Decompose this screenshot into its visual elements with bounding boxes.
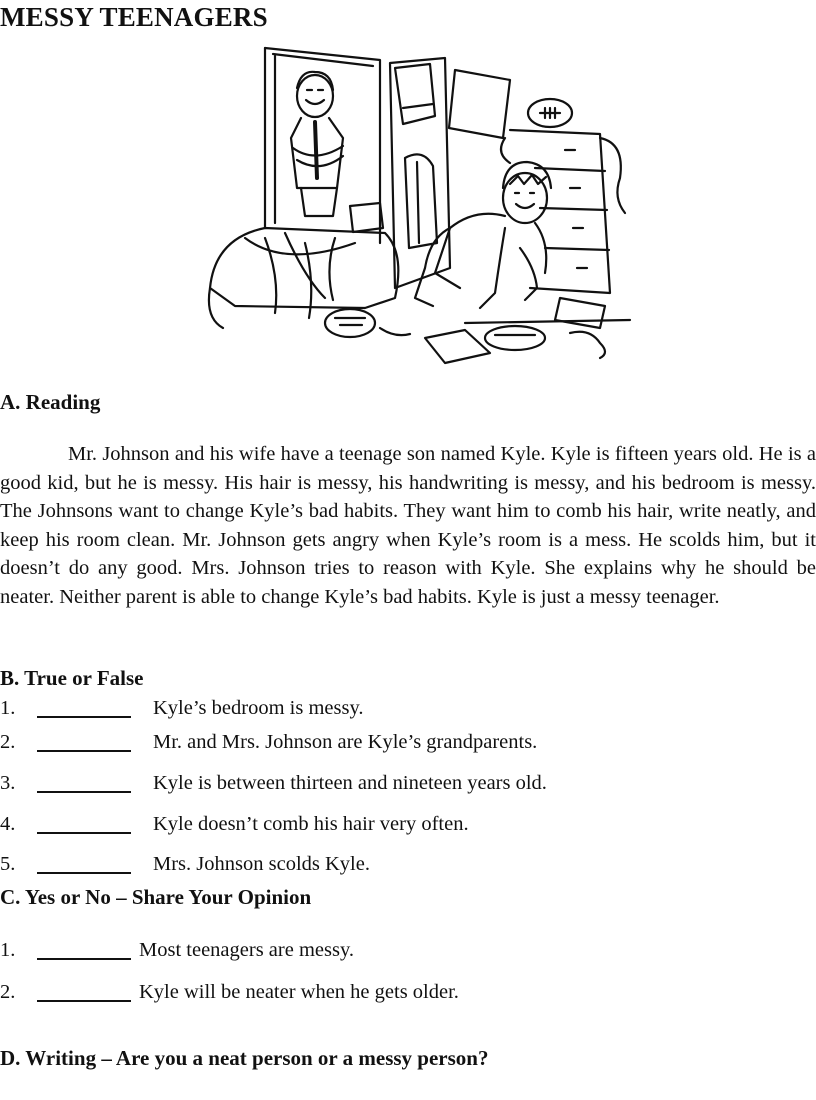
answer-blank[interactable]: [37, 832, 131, 834]
item-statement: Kyle is between thirteen and nineteen years old.: [153, 772, 547, 794]
section-a-heading: A. Reading: [0, 390, 101, 414]
item-statement: Mr. and Mrs. Johnson are Kyle’s grandparents.: [153, 731, 538, 753]
true-false-item: [0, 731, 816, 759]
section-b-heading: B. True or False: [0, 666, 144, 690]
item-number: 2.: [0, 731, 16, 753]
answer-blank[interactable]: [37, 958, 131, 960]
worksheet-title: MESSY TEENAGERS: [0, 2, 268, 32]
messy-bedroom-illustration: [205, 38, 635, 368]
true-false-item: [0, 853, 816, 881]
true-false-item: [0, 813, 816, 841]
section-c-heading: C. Yes or No – Share Your Opinion: [0, 885, 312, 909]
item-number: 3.: [0, 772, 16, 794]
item-number: 1.: [0, 939, 16, 961]
answer-blank[interactable]: [37, 750, 131, 752]
answer-blank[interactable]: [37, 1000, 131, 1002]
opinion-item: [0, 981, 816, 1009]
section-d-heading: D. Writing – Are you a neat person or a messy person?: [0, 1046, 489, 1070]
true-false-item: [0, 772, 816, 800]
answer-blank[interactable]: [37, 791, 131, 793]
reading-passage: Mr. Johnson and his wife have a teenage son named Kyle. Kyle is fifteen years old. He is a good kid, but he is messy. His hair is messy, his handwriting is messy, and his bedroom is messy. The Johnsons want to change Kyle’s bad habits. They want him to comb his hair, write neatly, and keep his room clean. Mr. Johnson gets angry when Kyle’s room is a mess. He scolds him, but it doesn’t do any good. Mrs. Johnson tries to reason with Kyle. She explains why he should be neater. Neither parent is able to change Kyle’s bad habits. Kyle is just a messy teenager.: [0, 443, 816, 608]
item-number: 5.: [0, 853, 16, 875]
item-statement: Most teenagers are messy.: [139, 939, 354, 961]
answer-blank[interactable]: [37, 872, 131, 874]
answer-blank[interactable]: [37, 716, 131, 718]
item-statement: Kyle will be neater when he gets older.: [139, 981, 459, 1003]
item-statement: Mrs. Johnson scolds Kyle.: [153, 853, 370, 875]
opinion-item: [0, 939, 816, 967]
item-number: 2.: [0, 981, 16, 1003]
item-number: 4.: [0, 813, 16, 835]
item-number: 1.: [0, 697, 16, 719]
true-false-item: [0, 697, 816, 725]
item-statement: Kyle doesn’t comb his hair very often.: [153, 813, 469, 835]
item-statement: Kyle’s bedroom is messy.: [153, 697, 364, 719]
